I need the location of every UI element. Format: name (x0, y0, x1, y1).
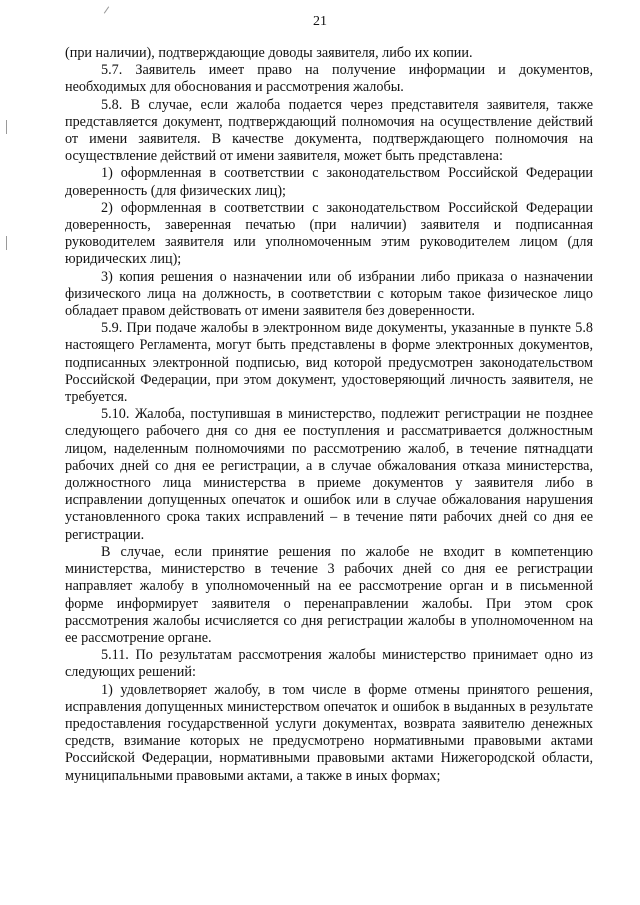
list-item-1: 1) оформленная в соответствии с законодательством Российской Федерации доверенность (для физических лиц); (65, 165, 593, 199)
decision-item-1: 1) удовлетворяет жалобу, в том числе в форме отмены принятого решения, исправления допущенных министерством опечаток и ошибок в выданных в результате предоставления государственной услуги документах, возврата заявителю денежных средств, взимание которых не предусмотрено нормативными правовыми актами Российской Федерации, нормативными правовыми актами Нижегородской области, муниципальными правовыми актами, а также в иных формах; (65, 681, 593, 784)
paragraph-5-9: 5.9. При подаче жалобы в электронном виде документы, указанные в пункте 5.8 настоящего Регламента, могут быть представлены в форме электронных документов, подписанных электронной подписью, вид которой предусмотрен законодательством Российской Федерации, при этом документ, удостоверяющий личность заявителя, не требуется. (65, 320, 593, 406)
page-number: 21 (313, 14, 327, 29)
scan-artifact-mark (6, 236, 7, 250)
paragraph-continuation: (при наличии), подтверждающие доводы заявителя, либо их копии. (65, 45, 473, 61)
paragraph-5-11: 5.11. По результатам рассмотрения жалобы министерство принимает одно из следующих решений: (65, 647, 593, 681)
scan-artifact-mark (104, 6, 109, 13)
list-item-3: 3) копия решения о назначении или об избрании либо приказа о назначении физического лица на должность, в соответствии с которым такое физическое лицо обладает правом действовать от имени заявителя без доверенности. (65, 268, 593, 320)
list-item-2: 2) оформленная в соответствии с законодательством Российской Федерации доверенность, заверенная печатью (при наличии) заявителя и подписанная руководителем заявителя или уполномоченным этим руководителем лицом (для юридических лиц); (65, 199, 593, 268)
document-body (65, 45, 593, 785)
paragraph-5-10: 5.10. Жалоба, поступившая в министерство, подлежит регистрации не позднее следующего рабочего дня со дня ее поступления и рассматривается должностным лицом, наделенным полномочиями по рассмотрению жалоб, в течение пятнадцати рабочих дней со дня ее регистрации, а в случае обжалования отказа министерства, должностного лица министерства в приеме документов у заявителя либо в исправлении допущенных опечаток и ошибок или в случае обжалования нарушения установленного срока таких исправлений – в течение пяти рабочих дней со дня ее регистрации. (65, 406, 593, 543)
paragraph-redirect: В случае, если принятие решения по жалобе не входит в компетенцию министерства, министерство в течение 3 рабочих дней со дня ее регистрации направляет жалобу в уполномоченный на ее рассмотрение орган и в письменной форме информирует заявителя о перенаправлении жалобы. При этом срок рассмотрения жалобы исчисляется со дня регистрации жалобы в уполномоченном на ее рассмотрение органе. (65, 543, 593, 646)
scan-artifact-mark (6, 120, 7, 134)
paragraph-5-7: 5.7. Заявитель имеет право на получение информации и документов, необходимых для обоснования и рассмотрения жалобы. (65, 62, 593, 96)
paragraph-5-8: 5.8. В случае, если жалоба подается через представителя заявителя, также представляется документ, подтверждающий полномочия на осуществление действий от имени заявителя. В качестве документа, подтверждающего полномочия на осуществление действий от имени заявителя, может быть представлена: (65, 96, 593, 165)
